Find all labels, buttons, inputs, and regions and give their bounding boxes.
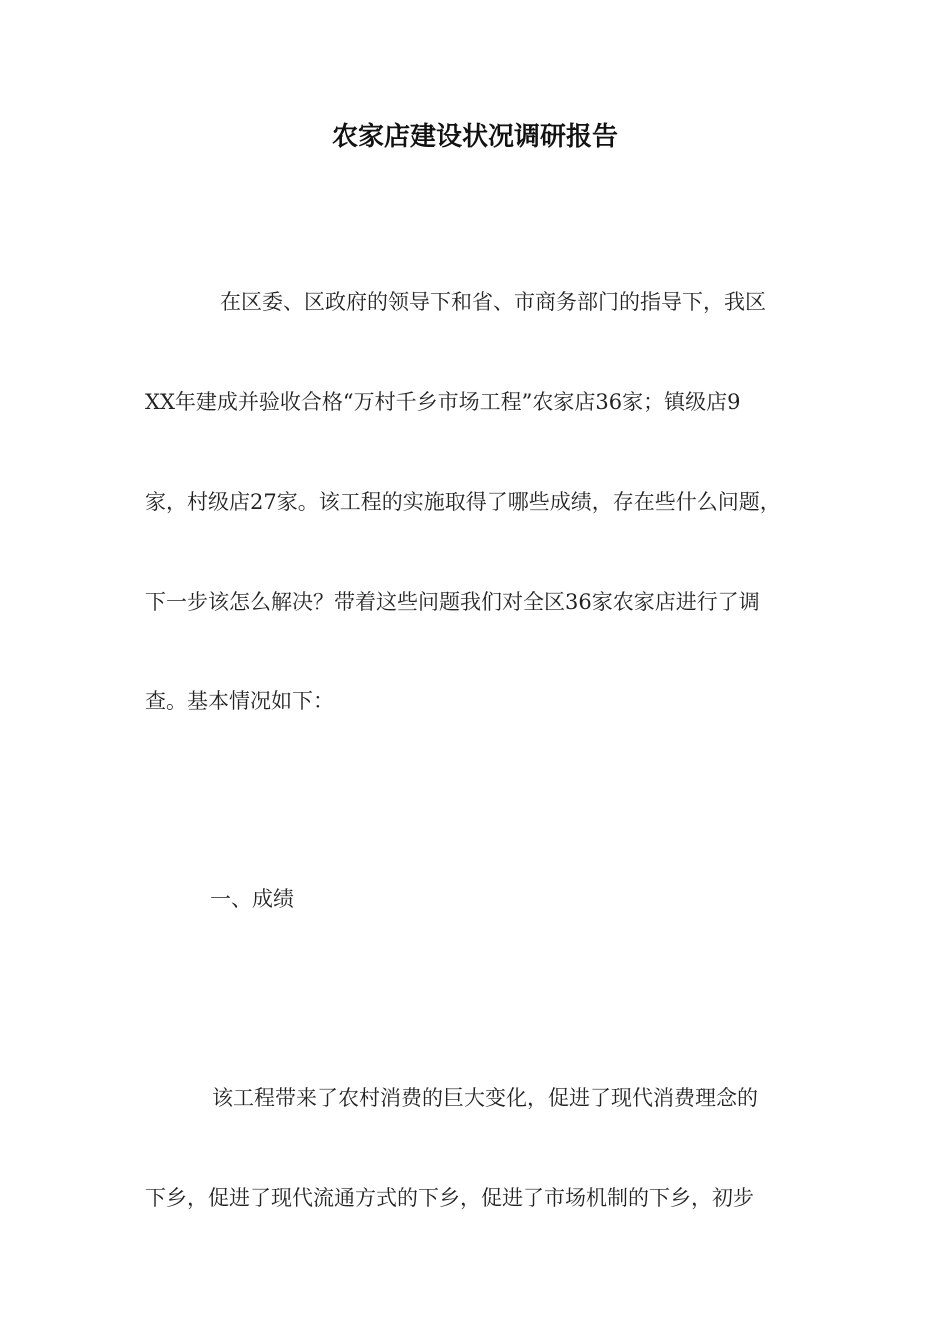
paragraph-line: XX年建成并验收合格“万村千乡市场工程”农家店36家；镇级店9: [145, 390, 741, 414]
paragraph-line: 家，村级店27家。该工程的实施取得了哪些成绩，存在些什么问题，: [145, 490, 781, 514]
section-heading: 一、成绩: [210, 887, 294, 911]
paragraph-line: 在区委、区政府的领导下和省、市商务部门的指导下，我区: [220, 290, 766, 314]
paragraph-line: 查。基本情况如下：: [145, 689, 334, 713]
paragraph-line: 该工程带来了农村消费的巨大变化，促进了现代消费理念的: [212, 1086, 758, 1110]
paragraph-line: 下乡，促进了现代流通方式的下乡，促进了市场机制的下乡，初步: [145, 1186, 754, 1210]
document-title: 农家店建设状况调研报告: [331, 122, 618, 152]
paragraph-line: 下一步该怎么解决？带着这些问题我们对全区36家农家店进行了调: [145, 590, 760, 614]
